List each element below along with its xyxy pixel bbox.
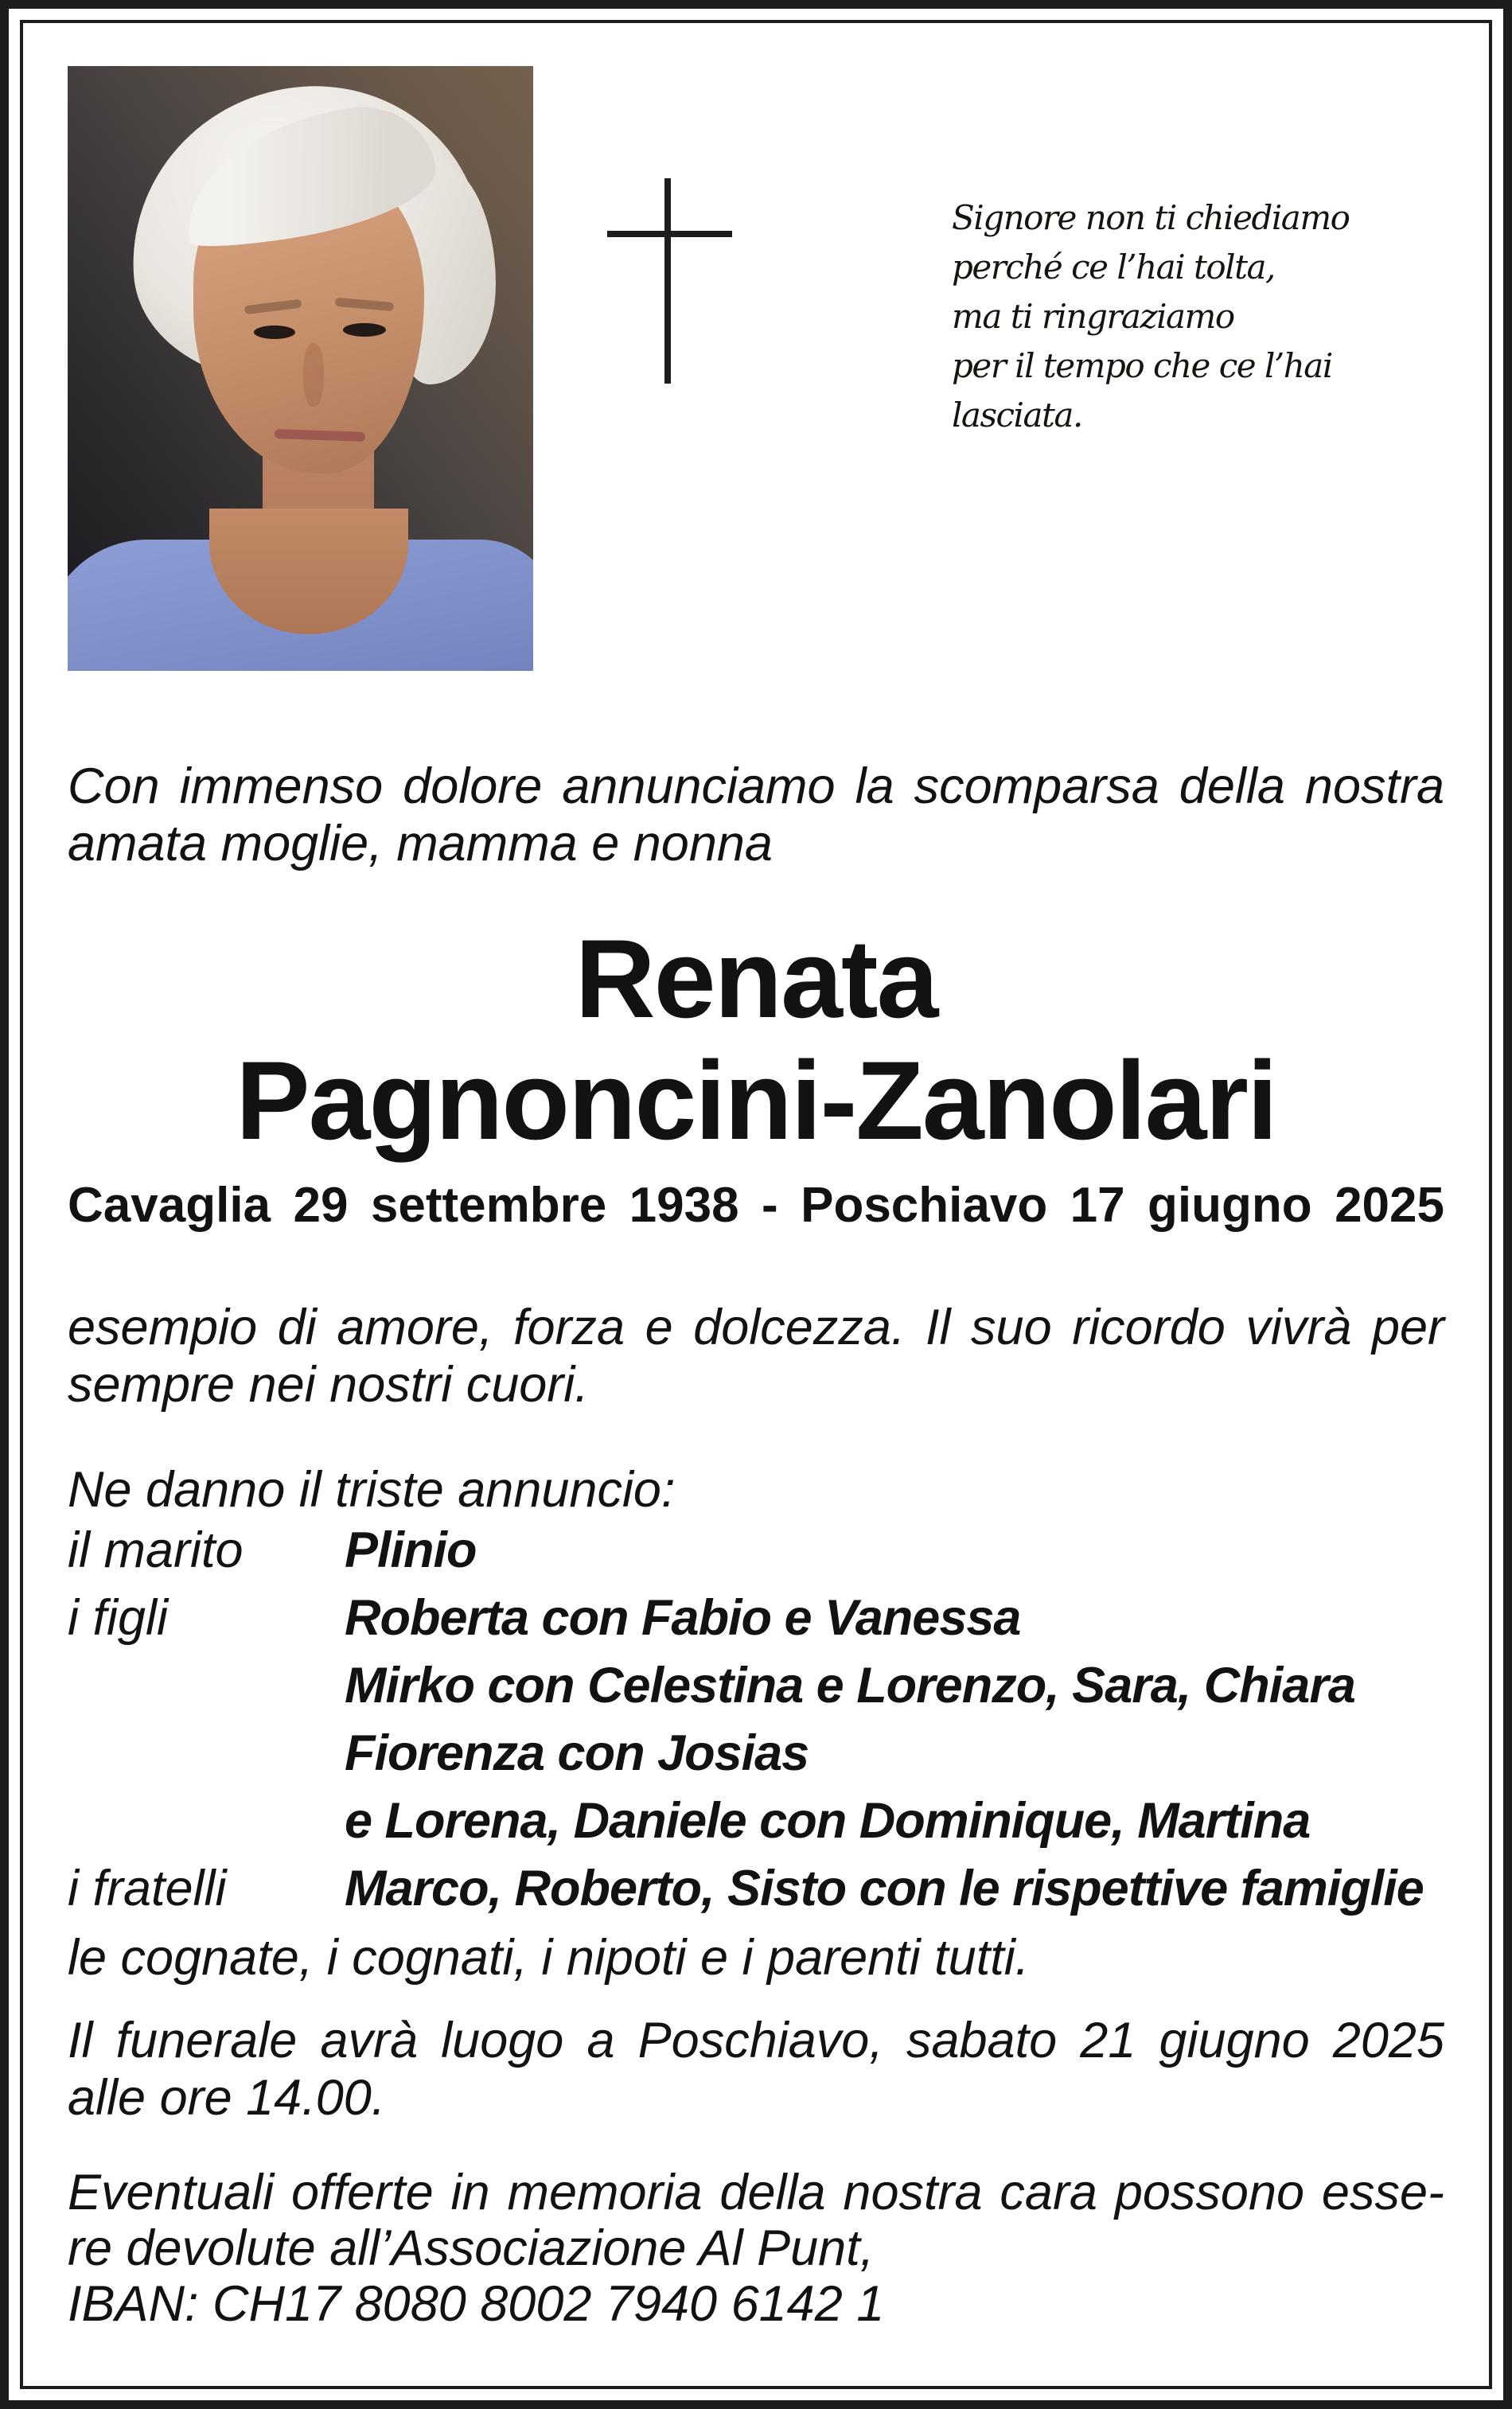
cross-icon bbox=[607, 178, 732, 384]
family-row bbox=[68, 1589, 1444, 1657]
donations-iban-line: IBAN: CH17 8080 8002 7940 6142 1 bbox=[68, 2276, 885, 2332]
left-eye-shape bbox=[254, 325, 295, 339]
epigraph-line: perché ce l’hai tolta, bbox=[952, 248, 1275, 287]
epigraph-line: ma ti ringraziamo bbox=[952, 297, 1234, 336]
family-row bbox=[68, 1522, 1444, 1589]
family-list bbox=[68, 1522, 1444, 1928]
right-eye-shape bbox=[343, 323, 386, 337]
funeral-line: Il funerale avrà luogo a Poschiavo, sabato 21 giugno 2025 bbox=[68, 2013, 1444, 2068]
nose-shape bbox=[303, 343, 324, 407]
family-row bbox=[68, 1860, 1444, 1928]
epigraph-line: Signore non ti chiediamo bbox=[952, 198, 1350, 237]
epigraph-line: per il tempo che ce l’hai lasciata. bbox=[952, 346, 1332, 435]
intro-paragraph bbox=[68, 758, 1444, 872]
family-names: Mirko con Celestina e Lorenzo, Sara, Chiara bbox=[345, 1658, 1355, 1713]
relatives-line: le cognate, i cognati, i nipoti e i parenti tutti. bbox=[68, 1930, 1030, 1986]
deceased-family-name: Pagnoncini-Zanolari bbox=[236, 1038, 1276, 1163]
intro-line: Con immenso dolore annunciamo la scomparsa della nostra bbox=[68, 758, 1444, 814]
funeral-line: alle ore 14.00. bbox=[68, 2070, 386, 2126]
family-row bbox=[68, 1725, 1444, 1792]
family-row bbox=[68, 1657, 1444, 1725]
family-role-label: il marito bbox=[68, 1522, 244, 1578]
tribute-line: sempre nei nostri cuori. bbox=[68, 1357, 589, 1413]
funeral-paragraph bbox=[68, 2012, 1444, 2126]
family-role-label: i figli bbox=[68, 1590, 169, 1646]
donations-paragraph bbox=[68, 2165, 1444, 2332]
family-names: Fiorenza con Josias bbox=[345, 1725, 809, 1781]
epigraph-quote bbox=[952, 193, 1461, 440]
family-role-label: i fratelli bbox=[68, 1861, 227, 1916]
announcement-heading: Ne danno il triste annuncio: bbox=[68, 1462, 676, 1518]
donations-line: re devolute all’Associazione Al Punt, bbox=[68, 2220, 875, 2276]
tribute-line: esempio di amore, forza e dolcezza. Il suo ricordo vivrà per bbox=[68, 1300, 1444, 1355]
portrait-photo bbox=[68, 66, 533, 671]
donations-line: Eventuali offerte in memoria della nostra cara possono esse- bbox=[68, 2165, 1444, 2220]
family-names: Marco, Roberto, Sisto con le rispettive famiglie bbox=[345, 1861, 1424, 1916]
family-names: e Lorena, Daniele con Dominique, Martina bbox=[345, 1793, 1311, 1849]
intro-line: amata moglie, mamma e nonna bbox=[68, 816, 773, 871]
tribute-paragraph bbox=[68, 1299, 1444, 1413]
life-dates: Cavaglia 29 settembre 1938 - Poschiavo 17 giugno 2025 bbox=[68, 1178, 1444, 1233]
family-row bbox=[68, 1792, 1444, 1860]
family-names: Plinio bbox=[345, 1522, 477, 1578]
family-names: Roberta con Fabio e Vanessa bbox=[345, 1590, 1021, 1646]
deceased-first-name: Renata bbox=[575, 916, 937, 1041]
